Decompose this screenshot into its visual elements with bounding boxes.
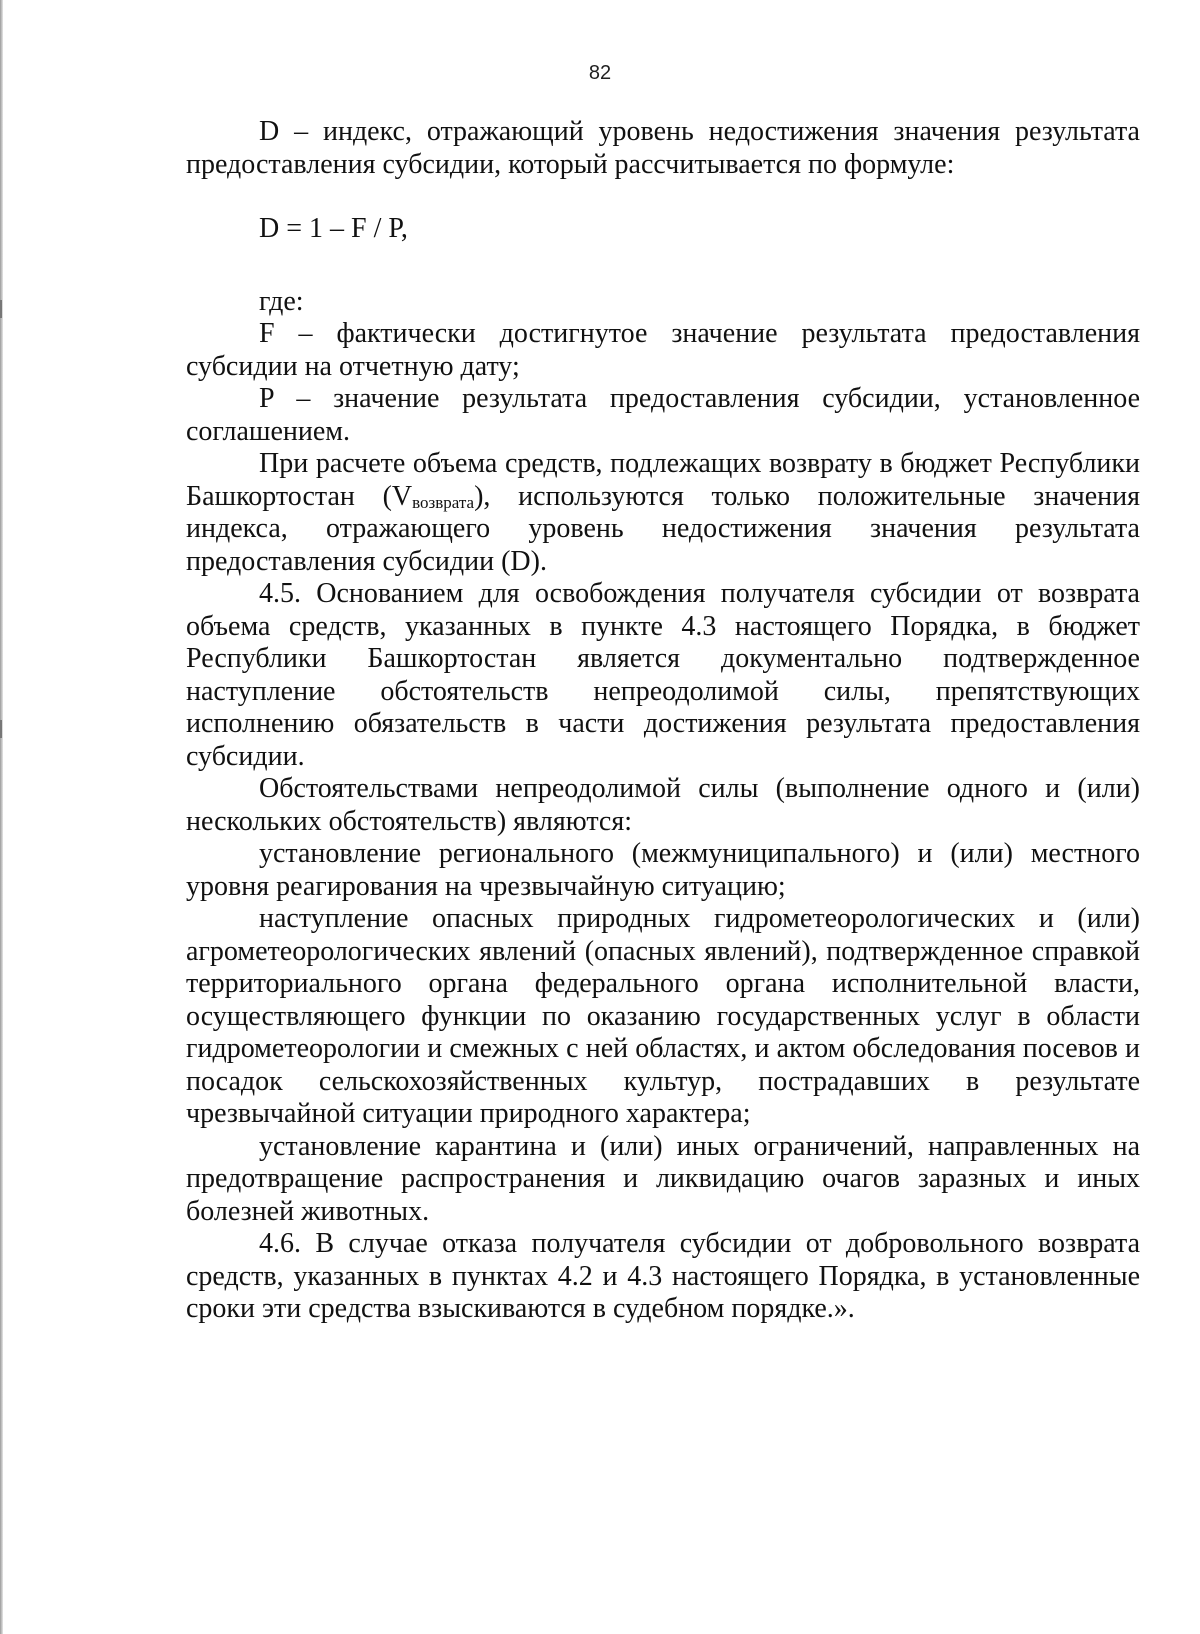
paragraph-p-definition: P – значение результата предоставления субсидии, установленное соглашением. [186,383,1140,447]
document-body [186,116,1140,1326]
paragraph-4-5: 4.5. Основанием для освобождения получателя субсидии от возврата объема средств, указанных в пункте 4.3 настоящего Порядка, в бюджет Республики Башкортостан является документально подтвержденное наступление обстоятельств непреодолимой силы, препятствующих исполнению обязательств в части достижения результата предоставления субсидии. [186,578,1140,772]
calc-subscript: возврата [412,492,475,512]
paragraph-force-majeure: Обстоятельствами непреодолимой силы (выполнение одного и (или) нескольких обстоятельств) являются: [186,773,1140,837]
calc-text-after: ), используются только положительные значения индекса, отражающего уровень недостижения значения результата предоставления субсидии (D). [186,480,1141,577]
where-label: где: [259,285,304,317]
paragraph-calculation [186,448,1140,578]
calc-text-before: При расчете объема средств, подлежащих возврату в бюджет Республики Башкортостан (V [186,448,1140,512]
page-number: 82 [588,62,612,84]
paragraph-quarantine: установление карантина и (или) иных ограничений, направленных на предотвращение распространения и ликвидацию очагов заразных и иных болезней животных. [186,1130,1140,1227]
paragraph-emergency: установление регионального (межмуниципального) и (или) местного уровня реагирования на чрезвычайную ситуацию; [186,838,1140,902]
paragraph-f-definition: F – фактически достигнутое значение результата предоставления субсидии на отчетную дату; [186,318,1140,382]
formula: D = 1 – F / P, [259,213,408,244]
paragraph-weather: наступление опасных природных гидрометеорологических и (или) агрометеорологических явлений (опасных явлений), подтвержденное справкой территориального органа федерального органа исполнительной власти, осуществляющего функции по оказанию государственных услуг в области гидрометеорологии и смежных с ней областях, и актом обследования посевов и посадок сельскохозяйственных культур, пострадавших в результате чрезвычайной ситуации природного характера; [186,903,1140,1129]
scan-edge-mark [0,720,2,738]
paragraph-4-6: 4.6. В случае отказа получателя субсидии от добровольного возврата средств, указанных в пунктах 4.2 и 4.3 настоящего Порядка, в установленные сроки эти средства взыскиваются в судебном порядке.». [186,1228,1140,1324]
scan-edge [0,0,3,1634]
paragraph-index-definition: D – индекс, отражающий уровень недостижения значения результата предоставления субсидии, который рассчитывается по формуле: [186,116,1140,180]
scan-edge-mark [0,300,2,318]
